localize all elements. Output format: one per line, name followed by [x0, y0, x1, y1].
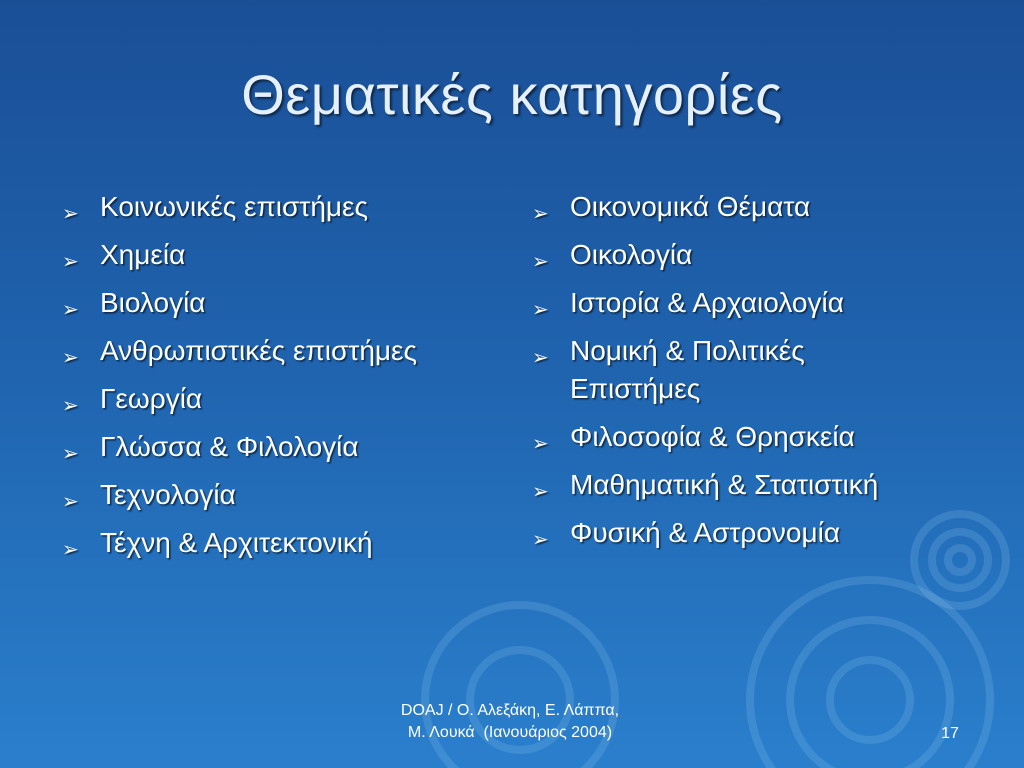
arrow-bullet-icon: ➢ — [532, 203, 549, 225]
list-item-label: Οικονομικά Θέματα — [570, 191, 811, 222]
slide-footer — [340, 700, 680, 744]
list-item-label: Χημεία — [100, 239, 186, 270]
arrow-bullet-icon: ➢ — [62, 299, 79, 321]
arrow-bullet-icon: ➢ — [62, 491, 79, 513]
list-item-label: Ιστορία & Αρχαιολογία — [570, 287, 844, 318]
list-item — [62, 428, 512, 466]
list-item — [62, 284, 512, 322]
arrow-bullet-icon: ➢ — [62, 395, 79, 417]
arrow-bullet-icon: ➢ — [532, 433, 549, 455]
list-item-label: Νομική & Πολιτικές Επιστήμες — [570, 335, 805, 404]
left-topic-list — [62, 188, 512, 572]
arrow-bullet-icon: ➢ — [62, 443, 79, 465]
list-item — [62, 524, 512, 562]
list-item — [62, 332, 512, 370]
list-item — [532, 466, 992, 504]
list-item-label: Τεχνολογία — [100, 479, 236, 510]
list-item — [532, 332, 900, 408]
list-item-label: Κοινωνικές επιστήμες — [100, 191, 369, 222]
page-number: 17 — [941, 725, 959, 742]
list-item — [62, 476, 512, 514]
arrow-bullet-icon: ➢ — [532, 481, 549, 503]
list-item-label: Μαθηματική & Στατιστική — [570, 469, 879, 500]
list-item — [532, 236, 992, 274]
footer-line-1: DOAJ / Ο. Αλεξάκη, Ε. Λάππα, — [400, 702, 620, 719]
list-item-label: Ανθρωπιστικές επιστήμες — [100, 335, 418, 366]
list-item — [532, 188, 992, 226]
arrow-bullet-icon: ➢ — [532, 251, 549, 273]
arrow-bullet-icon: ➢ — [532, 299, 549, 321]
list-item-label: Βιολογία — [100, 287, 206, 318]
arrow-bullet-icon: ➢ — [62, 539, 79, 561]
arrow-bullet-icon: ➢ — [62, 203, 79, 225]
list-item — [532, 418, 992, 456]
right-topic-list — [532, 188, 992, 562]
list-item-label: Γλώσσα & Φιλολογία — [100, 431, 359, 462]
slide-title: Θεματικές κατηγορίες — [241, 63, 783, 126]
list-item-label: Οικολογία — [570, 239, 693, 270]
list-item-label: Φυσική & Αστρονομία — [570, 517, 841, 548]
footer-line-2: Μ. Λουκά (Ιανουάριος 2004) — [407, 724, 613, 741]
arrow-bullet-icon: ➢ — [532, 347, 549, 369]
list-item — [62, 236, 512, 274]
list-item-label: Γεωργία — [100, 383, 203, 414]
arrow-bullet-icon: ➢ — [532, 529, 549, 551]
arrow-bullet-icon: ➢ — [62, 347, 79, 369]
list-item — [532, 514, 992, 552]
arrow-bullet-icon: ➢ — [62, 251, 79, 273]
list-item-label: Φιλοσοφία & Θρησκεία — [570, 421, 855, 452]
list-item-label: Τέχνη & Αρχιτεκτονική — [100, 527, 373, 558]
list-item — [532, 284, 992, 322]
list-item — [62, 188, 512, 226]
list-item — [62, 380, 512, 418]
